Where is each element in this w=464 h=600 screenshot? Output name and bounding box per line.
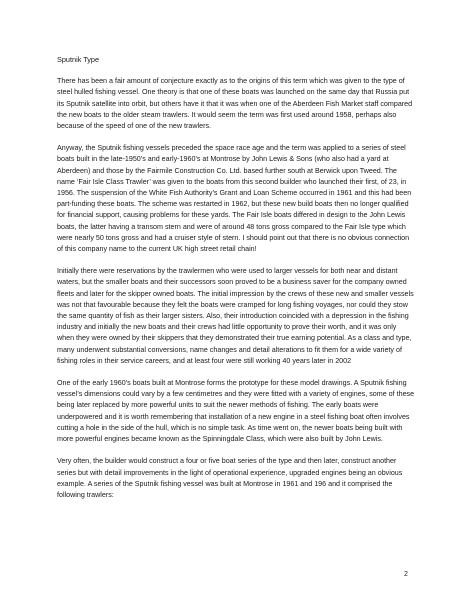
paragraph-builders: Anyway, the Sputnik fishing vessels preceded the space race age and the term was applied to a series of steel boats built in the late-1950’s and early-1960’s at Montrose by John Lewis & Sons (who also had a yard at Aberdeen) and those by the Fairmile Construction Co. Ltd. based further south at Berwick upon Tweed. The name ‘Fair Isle Class Trawler’ was given to the boats from this second builder who launched their first, of 23, in 1956. The suspension of the White Fish Authority’s Grant and Loan Scheme occurred in 1961 and this had been part-funding these boats. The scheme was restarted in 1962, but these new build boats then no longer qualified for financial support, causing problems for these yards. The Fair Isle boats differed in design to the John Lewis boats, the latter having a transom stern and were of around 48 tons gross compared to the Fair Isle type which were nearly 50 tons gross and had a cruiser style of stern. I should point out that there is no obvious connection of this company name to the current UK high street retail chain!	[57, 144, 412, 254]
paragraph-origins: There has been a fair amount of conjecture exactly as to the origins of this term which was given to the type of steel hulled fishing vessel. One theory is that one of these boats was launched on the same day that Russia put its Sputnik satellite into orbit, but others have it that it was when one of the Aberdeen Fish Market staff compared the new boats to the older steam trawlers. It would seem the term was first used around 1958, perhaps also because of the speed of one of the new trawlers.	[57, 77, 413, 131]
paragraph-series: Very often, the builder would construct a four or five boat series of the type and then later, construct another series but with detail improvements in the light of operational experience, upgraded engines being an obvious example. A series of the Sputnik fishing vessel was built at Montrose in 1961 and 196 and it comprised the following trawlers:	[57, 457, 403, 499]
paragraph-prototype: One of the early 1960’s boats built at Montrose forms the prototype for these model drawings. A Sputnik fishing vessel’s dimensions could vary by a few centimetres and they were fitted with a variety of engines, some of these being later replaced by more powerful units to suit the newer methods of fishing. The early boats were underpowered and it is worth remembering that installation of a new engine in a steel fishing boat often involves cutting a hole in the side of the hull, which is no simple task. As time went on, the newer boats being built with more powerful engines became known as the Spinningdale Class, which were also built by John Lewis.	[57, 379, 415, 444]
paragraph-reception: Initially there were reservations by the trawlermen who were used to larger vessels for both near and distant waters, but the smaller boats and their successors soon proved to be a business saver for the company owned fleets and later for the skipper owned boats. The initial impression by the crews of these new and smaller vessels was not that favourable because they felt the boats were cramped for long fishing voyages, nor could they stow the same quantity of fish as their larger sisters. Also, their introduction coincided with a depression in the fishing industry and initially the new boats and their crews had little opportunity to prove their worth, and it was only when they were owned by their skippers that they demonstrated their true earning potential. As a class and type, many underwent substantial conversions, name changes and detail alterations to fit them for a wide variety of fishing roles in their service careers, and at least four were still working 40 years later in 2002	[57, 267, 414, 365]
document-body	[57, 54, 415, 512]
page-number: 2	[404, 571, 408, 578]
section-title: Sputnik Type	[57, 55, 100, 64]
